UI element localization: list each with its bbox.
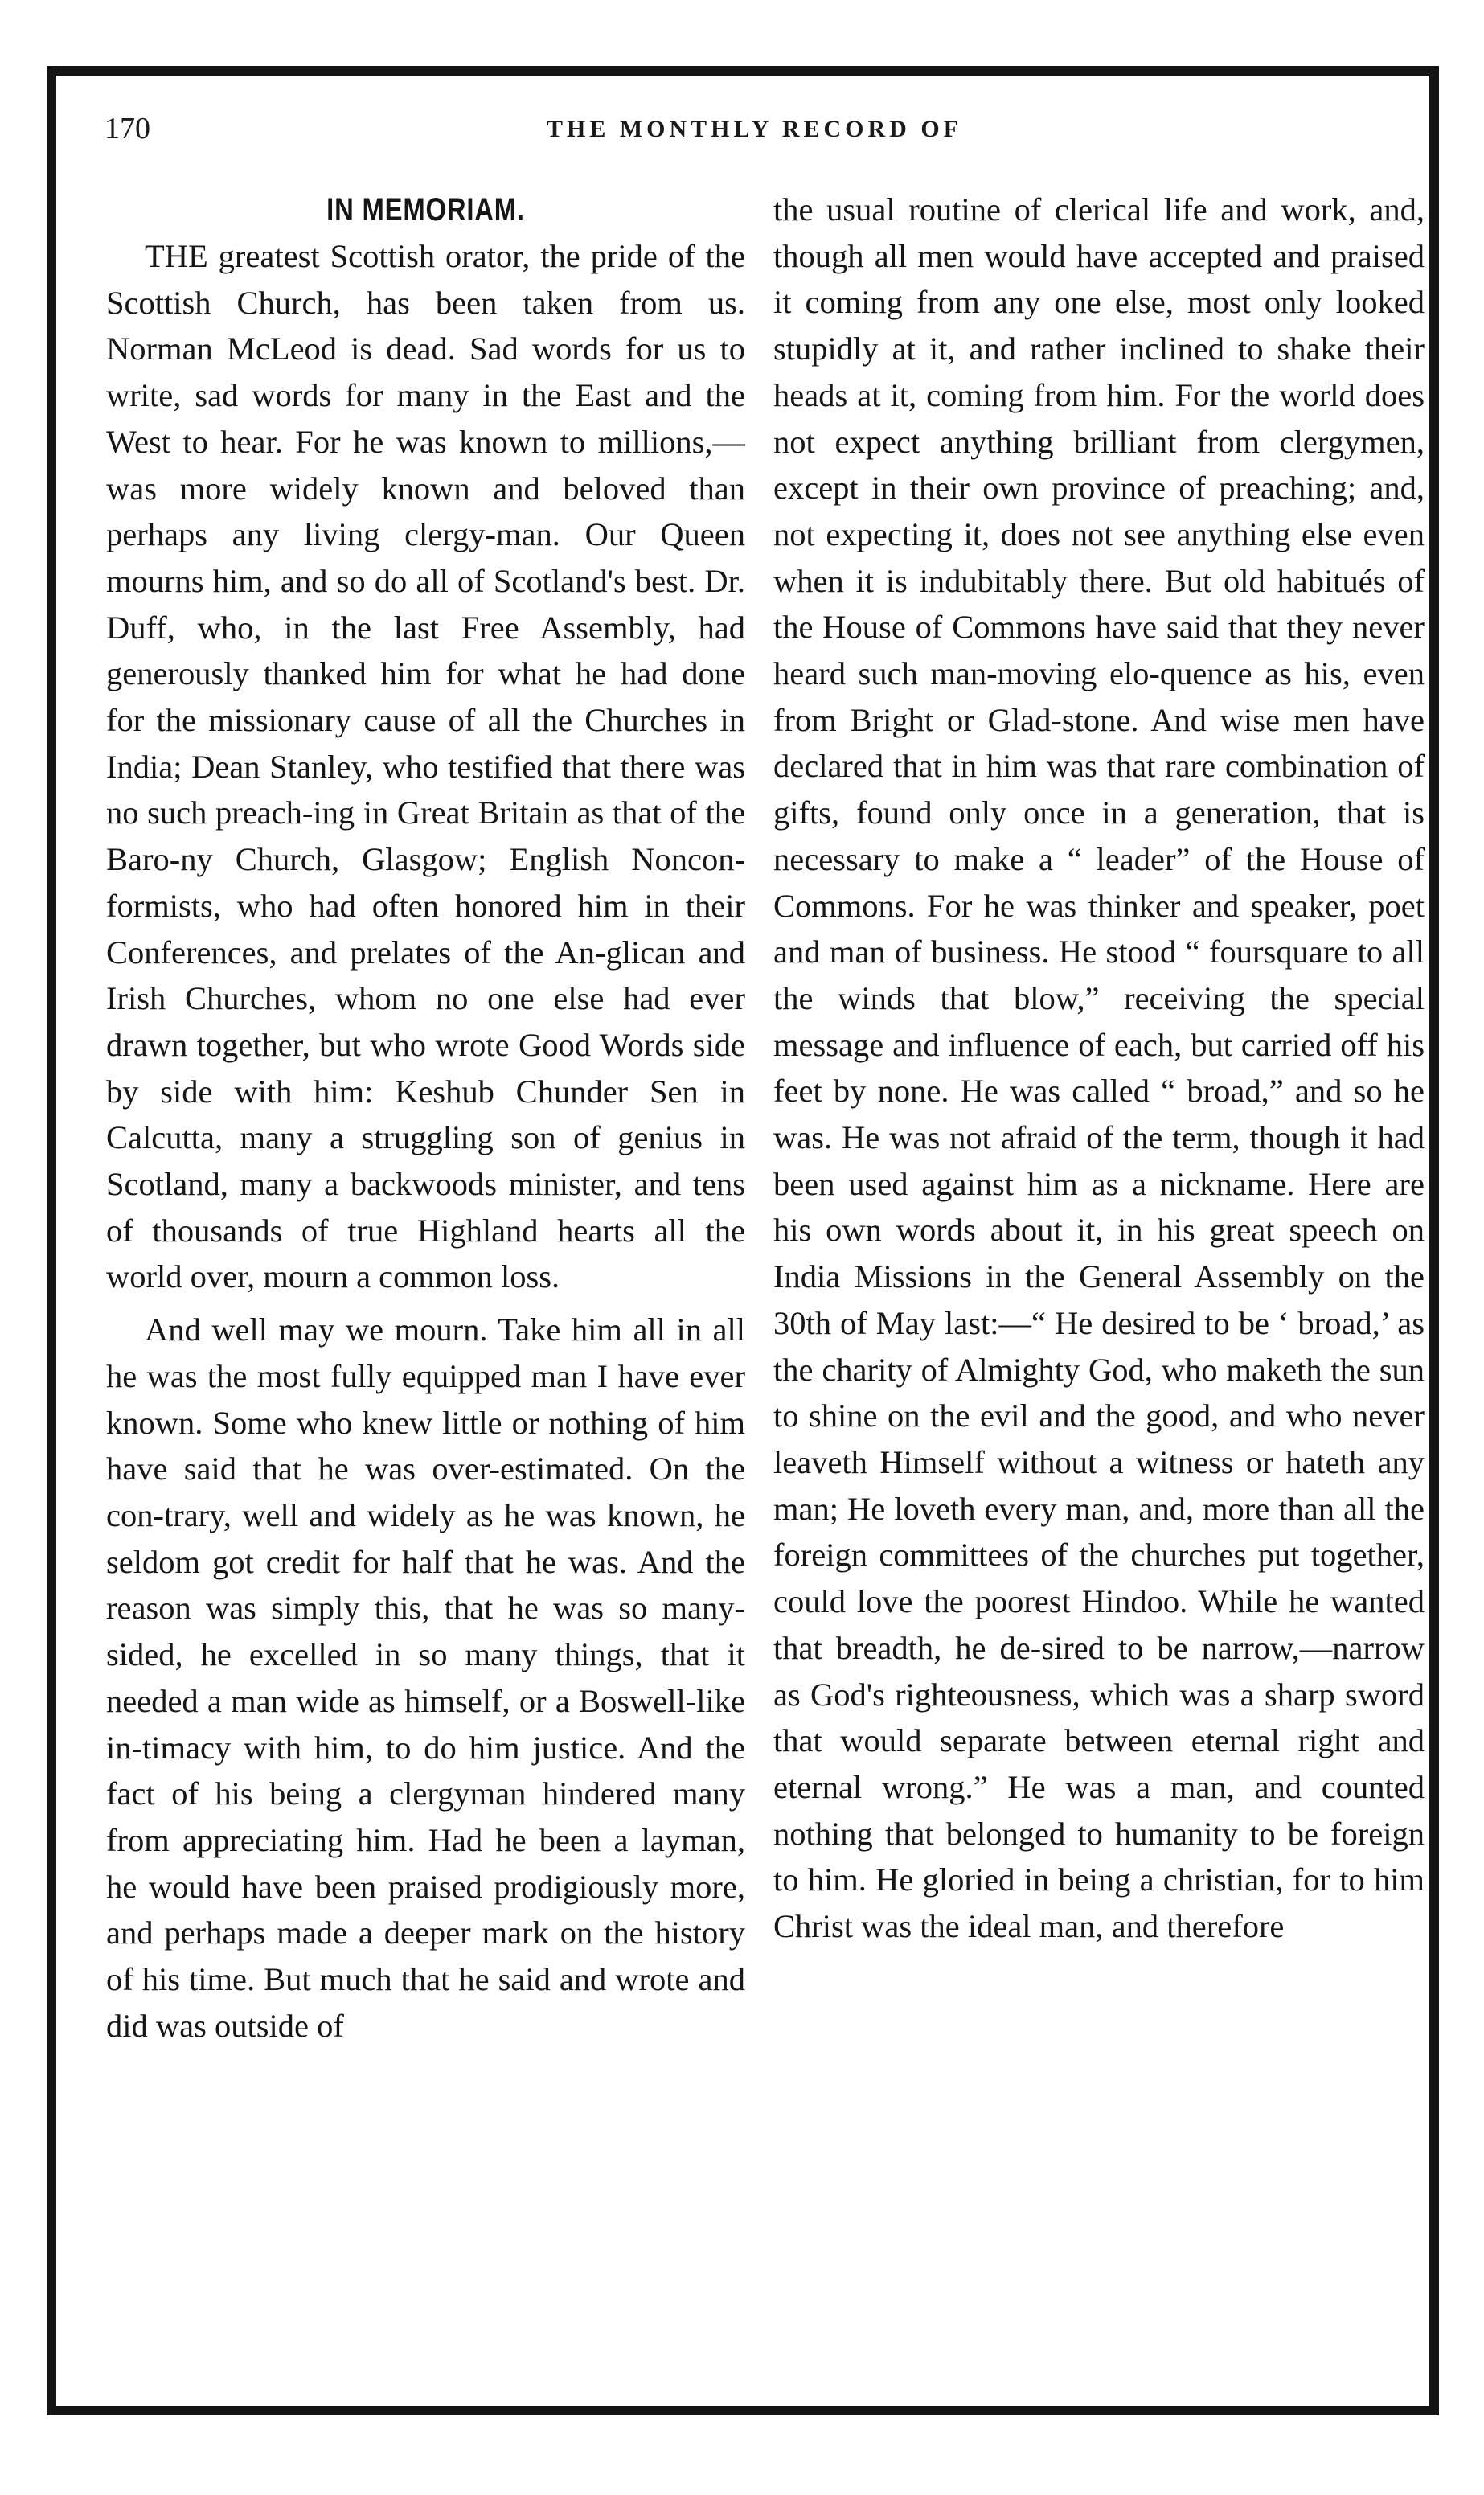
article-paragraph: THE greatest Scottish orator, the pride of the Scottish Church, has been taken from us. Norman McLeod is dead. Sad words for us to write, sad words for many in the East and the West to hear. For he was known to millions,—was more widely known and beloved than perhaps any living clergy-man. Our Queen mourns him, and so do all of Scotland's best. Dr. Duff, who, in the last Free Assembly, had generously thanked him for what he had done for the missionary cause of all the Churches in India; Dean Stanley, who testified that there was no such preach-ing in Great Britain as that of the Baro-ny Church, Glasgow; English Noncon-formists, who had often honored him in their Conferences, and prelates of the An-glican and Irish Churches, whom no one else had ever drawn together, but who wrote Good Words side by side with him: Keshub Chunder Sen in Calcutta, many a struggling son of genius in Scotland, many a backwoods minister, and tens of thousands of true Highland hearts all the world over, mourn a common loss.	[106, 238, 745, 1295]
article-title: IN MEMORIAM.	[326, 192, 525, 228]
running-head: THE MONTHLY RECORD OF	[547, 116, 962, 142]
left-column	[106, 187, 745, 2049]
article-paragraph-continued: the usual routine of clerical life and work, and, though all men would have accepted and praised it coming from any one else, most only looked stupidly at it, and rather inclined to shake their heads at it, coming from him. For the world does not expect anything brilliant from clergymen, except in their own province of preaching; and, not expecting it, does not see anything else even when it is indubitably there. But old habitués of the House of Commons have said that they never heard such man-moving elo-quence as his, even from Bright or Glad-stone. And wise men have declared that in him was that rare combination of gifts, found only once in a generation, that is necessary to make a “ leader” of the House of Commons. For he was thinker and speaker, poet and man of business. He stood “ foursquare to all the winds that blow,” receiving the special message and influence of each, but carried off his feet by none. He was called “ broad,” and so he was. He was not afraid of the term, though it had been used against him as a nickname. Here are his own words about it, in his great speech on India Missions in the General Assembly on the 30th of May last:—“ He desired to be ‘ broad,’ as the charity of Almighty God, who maketh the sun to shine on the evil and the good, and who never leaveth Himself without a witness or hateth any man; He loveth every man, and, more than all the foreign committees of the churches put together, could love the poorest Hindoo. While he wanted that breadth, he de-sired to be narrow,—narrow as God's righteousness, which was a sharp sword that would separate between eternal right and eternal wrong.” He was a man, and counted nothing that belonged to humanity to be foreign to him. He gloried in being a christian, for to him Christ was the ideal man, and therefore	[773, 191, 1425, 1945]
article-paragraph: And well may we mourn. Take him all in all he was the most fully equipped man I have ever known. Some who knew little or nothing of him have said that he was over-estimated. On the con-trary, well and widely as he was known, he seldom got credit for half that he was. And the reason was simply this, that he was so many-sided, he excelled in so many things, that it needed a man wide as himself, or a Boswell-like in-timacy with him, to do him justice. And the fact of his being a clergyman hindered many from appreciating him. Had he been a layman, he would have been praised prodigiously more, and perhaps made a deeper mark on the history of his time. But much that he said and wrote and did was outside of	[106, 1311, 745, 2044]
right-column	[773, 187, 1425, 1950]
page-header	[105, 111, 1423, 159]
page-number: 170	[105, 112, 150, 146]
